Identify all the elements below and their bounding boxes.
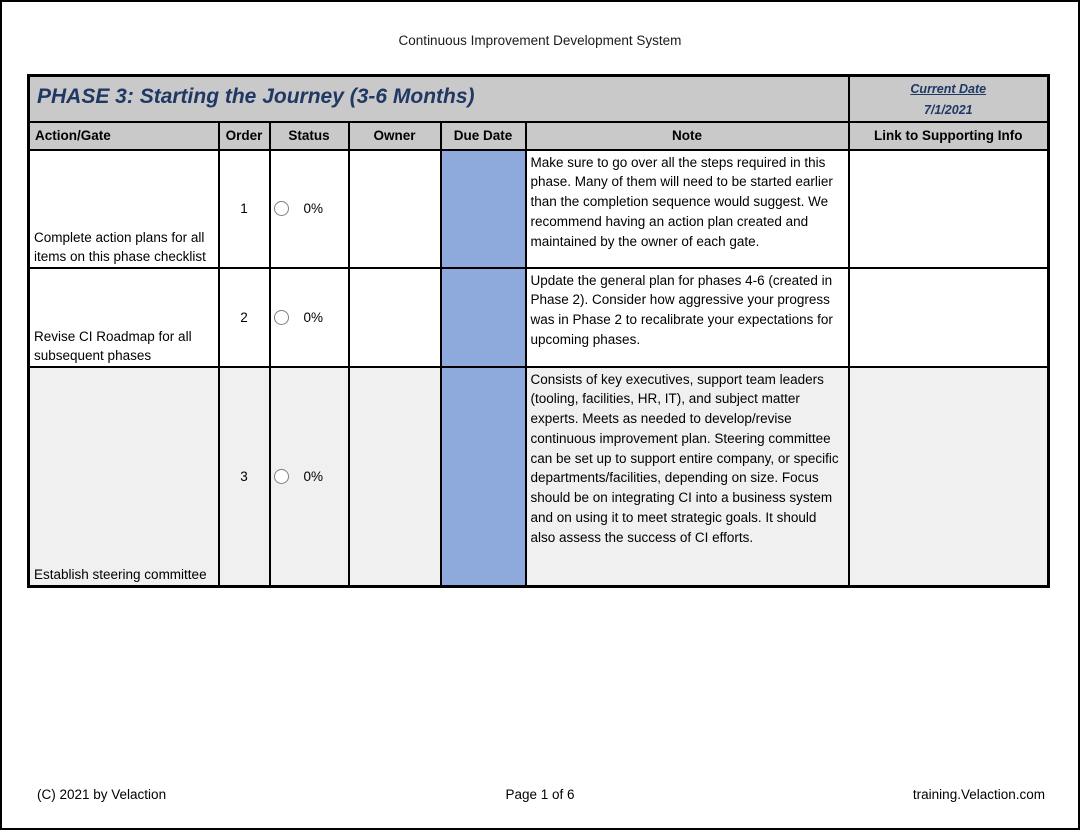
website-link[interactable]: training.Velaction.com [912,787,1045,802]
phase-title: PHASE 3: Starting the Journey (3-6 Months) [29,76,849,122]
progress-circle-icon [274,310,289,325]
column-header-order: Order [219,122,270,150]
progress-circle-icon [274,201,289,216]
column-header-owner: Owner [349,122,441,150]
copyright-text: (C) 2021 by Velaction [37,787,167,802]
due-date-cell[interactable] [441,150,526,268]
table-row [29,150,1049,268]
column-header-row [29,122,1049,150]
note-cell: Make sure to go over all the steps required in this phase. Many of them will need to be started earlier than the completion sequence would suggest. We recommend having an action plan created and maintained by the owner of each gate. [526,150,849,268]
page-footer [2,787,1078,807]
column-header-action-gate: Action/Gate [29,122,219,150]
current-date-value: 7/1/2021 [923,103,973,117]
status-cell[interactable] [270,150,349,268]
action-gate-cell: Revise CI Roadmap for all subsequent phases [29,268,219,367]
owner-cell[interactable] [349,367,441,587]
due-date-cell[interactable] [441,268,526,367]
order-cell: 2 [219,268,270,367]
note-cell: Update the general plan for phases 4-6 (created in Phase 2). Consider how aggressive your progress was in Phase 2 to recalibrate your expectations for upcoming phases. [526,268,849,367]
status-percent: 0% [303,201,324,216]
document-title: Continuous Improvement Development System [398,33,682,48]
supporting-link-cell[interactable] [849,268,1049,367]
current-date-cell [849,76,1049,122]
status-percent: 0% [303,309,324,325]
column-header-status: Status [270,122,349,150]
action-gate-cell: Establish steering committee [29,367,219,587]
current-date-link[interactable]: Current Date [910,82,987,96]
action-gate-cell: Complete action plans for all items on this phase checklist [29,150,219,268]
table-row [29,367,1049,587]
progress-circle-icon [274,469,289,484]
note-cell: Consists of key executives, support team leaders (tooling, facilities, HR, IT), and subject matter experts. Meets as needed to develop/revise continuous improvement plan. Steering committee can be set up to support entire company, or specific departments/facilities, depending on size. Focus should be on integrating CI into a business system and on using it to meet strategic goals. It should also assess the success of CI efforts. [526,367,849,587]
phase3-checklist-table [27,74,1050,588]
status-percent: 0% [303,468,324,484]
order-cell: 3 [219,367,270,587]
column-header-due-date: Due Date [441,122,526,150]
owner-cell[interactable] [349,150,441,268]
column-header-note: Note [526,122,849,150]
status-cell[interactable] [270,367,349,587]
due-date-cell[interactable] [441,367,526,587]
status-cell[interactable] [270,268,349,367]
page-number: Page 1 of 6 [505,787,575,802]
phase-header-row [29,76,1049,122]
table-row [29,268,1049,367]
supporting-link-cell[interactable] [849,367,1049,587]
supporting-link-cell[interactable] [849,150,1049,268]
owner-cell[interactable] [349,268,441,367]
order-cell: 1 [219,150,270,268]
column-header-link: Link to Supporting Info [849,122,1049,150]
